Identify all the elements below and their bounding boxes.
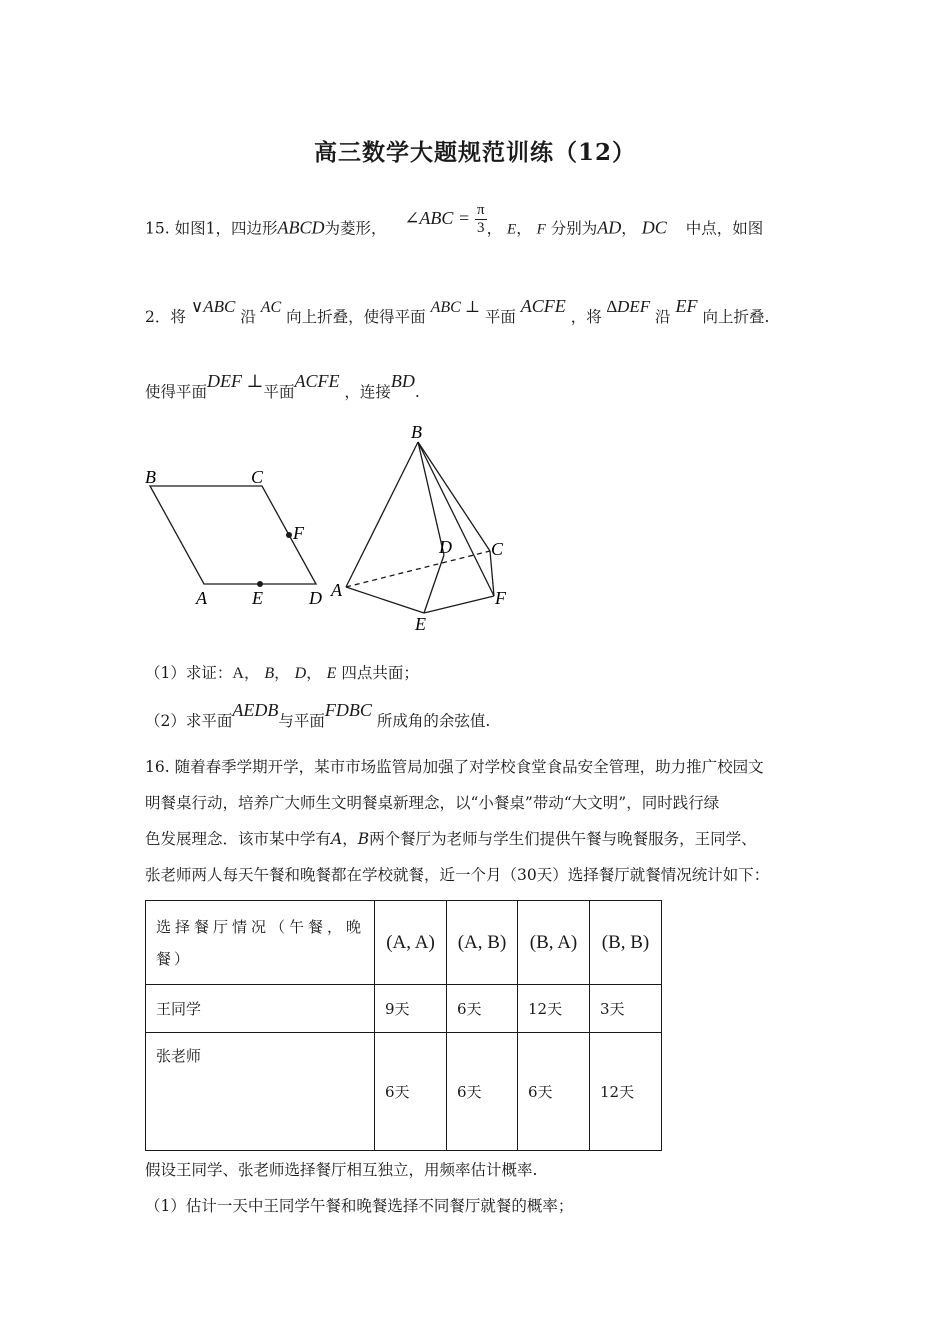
q16-line-1: 16. 随着春季学期开学，某市市场监管局加强了对学校食堂食品安全管理，助力推广校园文 — [145, 758, 764, 776]
table-cell: 3天 — [590, 985, 662, 1033]
fig2-label-c: C — [491, 539, 504, 559]
q15-ac: AC — [260, 299, 282, 316]
fig1-label-e: E — [252, 588, 263, 608]
edge-bf — [418, 442, 494, 596]
table-row-name: 王同学 — [146, 985, 375, 1033]
q16-assumption: 假设王同学、张老师选择餐厅相互独立，用频率估计概率. — [145, 1161, 538, 1179]
table-col-aa: (A, A) — [375, 901, 447, 985]
table-row-name: 张老师 — [146, 1033, 375, 1151]
q15-text: 中点，如图 — [685, 219, 764, 238]
q15-line-2 — [145, 296, 770, 327]
q15-text: 向上折叠. — [702, 308, 770, 326]
q16-canteen-b: B — [357, 830, 370, 848]
table-row — [146, 985, 662, 1033]
page-title: 高三数学大题规范训练（12） — [313, 139, 636, 166]
q15-text: 平面 — [484, 308, 516, 326]
q15-part1-comma: ， — [274, 664, 290, 682]
edge-ac-hidden — [346, 551, 490, 587]
table-cell: 12天 — [518, 985, 590, 1033]
q15-geometry-figure — [140, 420, 540, 635]
table-cell: 6天 — [375, 1033, 447, 1151]
edge-ba — [346, 442, 418, 587]
table-col-ab: (A, B) — [447, 901, 518, 985]
q15-comma: ， — [516, 219, 532, 238]
q15-text: 沿 — [240, 308, 256, 326]
q15-text: 沿 — [655, 308, 671, 326]
q15-text: . — [414, 383, 420, 401]
q15-acfe: ACFE — [520, 296, 566, 316]
q15-text: 为菱形， — [324, 219, 387, 238]
q15-text: 平面 — [263, 383, 295, 401]
edge-ef — [424, 596, 494, 613]
table-row — [146, 1033, 662, 1151]
q15-ef: EF — [675, 296, 698, 316]
q15-tri-def: ∆DEF — [606, 297, 651, 316]
q15-part1-a: A — [232, 665, 244, 682]
table-header-label: 选择餐厅情况（午餐，晚餐） — [146, 901, 375, 985]
figure-2-solid — [346, 442, 494, 613]
q15-part1-prefix: （1）求证： — [145, 664, 233, 682]
q16-comma: ， — [342, 830, 358, 848]
q15-text: 使得平面 — [145, 383, 208, 401]
point-f-marker — [286, 532, 292, 538]
q15-comma: ， — [621, 219, 637, 238]
q16-canteen-a: A — [331, 830, 343, 848]
q15-part1-b: B — [264, 665, 275, 682]
q15-text: 分别为 — [550, 219, 598, 238]
q15-part1-e: E — [326, 665, 337, 682]
q15-angle: ∠ABC = — [404, 207, 471, 228]
q15-line-3 — [145, 371, 420, 402]
fig1-label-d: D — [309, 588, 322, 608]
q15-part-1 — [145, 661, 419, 683]
q15-part2-suffix: 所成角的余弦值. — [376, 712, 491, 730]
q16-line-4: 张老师两人每天午餐和晚餐都在学校就餐，近一个月（30天）选择餐厅就餐情况统计如下： — [145, 866, 770, 884]
fig1-label-b: B — [145, 467, 156, 487]
q15-tri-abc: ∨ABC — [190, 297, 236, 316]
edge-bc — [418, 442, 490, 551]
q15-acfe: ACFE — [294, 371, 340, 391]
point-e-marker — [257, 581, 263, 587]
q15-part1-d: D — [294, 665, 307, 682]
q16-line-3 — [145, 821, 825, 857]
q15-bd: BD — [390, 371, 415, 391]
q15-part1-comma: ， — [243, 664, 260, 682]
edge-ae — [346, 587, 424, 613]
fig2-label-a: A — [331, 580, 342, 600]
table-cell: 9天 — [375, 985, 447, 1033]
q15-part2-fdbc: FDBC — [324, 700, 372, 720]
table-cell: 6天 — [518, 1033, 590, 1151]
q15-plane-abc: ABC ⊥ — [430, 299, 480, 316]
fig1-label-f: F — [293, 523, 304, 543]
fig2-label-d: D — [439, 537, 452, 557]
q15-comma: ， — [486, 219, 503, 238]
q15-part2-prefix: （2）求平面 — [145, 712, 233, 730]
fig1-label-c: C — [251, 467, 264, 487]
q16-paragraph — [145, 749, 825, 893]
table-cell: 6天 — [447, 985, 518, 1033]
q15-frac-num: π — [477, 202, 485, 218]
q15-text: 向上折叠，使得平面 — [286, 308, 426, 326]
q15-frac-den: 3 — [477, 220, 485, 236]
q16-line-3-b: 两个餐厅为老师与学生们提供午餐与晚餐服务，王同学、 — [369, 830, 757, 848]
q15-part-2 — [145, 700, 491, 731]
q15-text: 2．将 — [145, 308, 186, 326]
q15-part1-comma: ， — [306, 664, 322, 682]
q15-text: ，将 — [570, 308, 602, 326]
q16-line-3-a: 色发展理念．该市某中学有 — [145, 830, 332, 848]
q15-abcd: ABCD — [277, 217, 325, 238]
fig2-label-e: E — [415, 614, 426, 634]
q15-text: ，连接 — [344, 383, 391, 401]
q16-stats-table — [145, 900, 662, 1151]
q15-dc: DC — [641, 217, 667, 238]
q15-prefix: 15. 如图1，四边形 — [145, 219, 278, 238]
fig2-label-b: B — [411, 422, 422, 442]
q15-part2-mid: 与平面 — [278, 712, 325, 730]
q16-line-2: 明餐桌行动，培养广大师生文明餐桌新理念，以“小餐桌”带动“大文明”，同时践行绿 — [145, 794, 720, 812]
fig2-label-f: F — [495, 588, 506, 608]
table-col-ba: (B, A) — [518, 901, 590, 985]
fig1-label-a: A — [196, 588, 207, 608]
q15-ad: AD — [597, 217, 622, 238]
table-header-row — [146, 901, 662, 985]
table-cell: 6天 — [447, 1033, 518, 1151]
edge-de — [424, 555, 444, 613]
table-cell: 12天 — [590, 1033, 662, 1151]
q15-plane-def: DEF ⊥ — [207, 371, 264, 391]
table-col-bb: (B, B) — [590, 901, 662, 985]
q15-part1-suffix: 四点共面； — [341, 664, 419, 682]
q15-line-1 — [145, 202, 764, 247]
q15-fraction — [475, 202, 487, 237]
q16-part-1: （1）估计一天中王同学午餐和晚餐选择不同餐厅就餐的概率； — [145, 1197, 574, 1215]
q15-part2-aedb: AEDB — [232, 700, 279, 720]
q15-e: E — [507, 221, 517, 238]
q15-f: F — [536, 221, 546, 238]
